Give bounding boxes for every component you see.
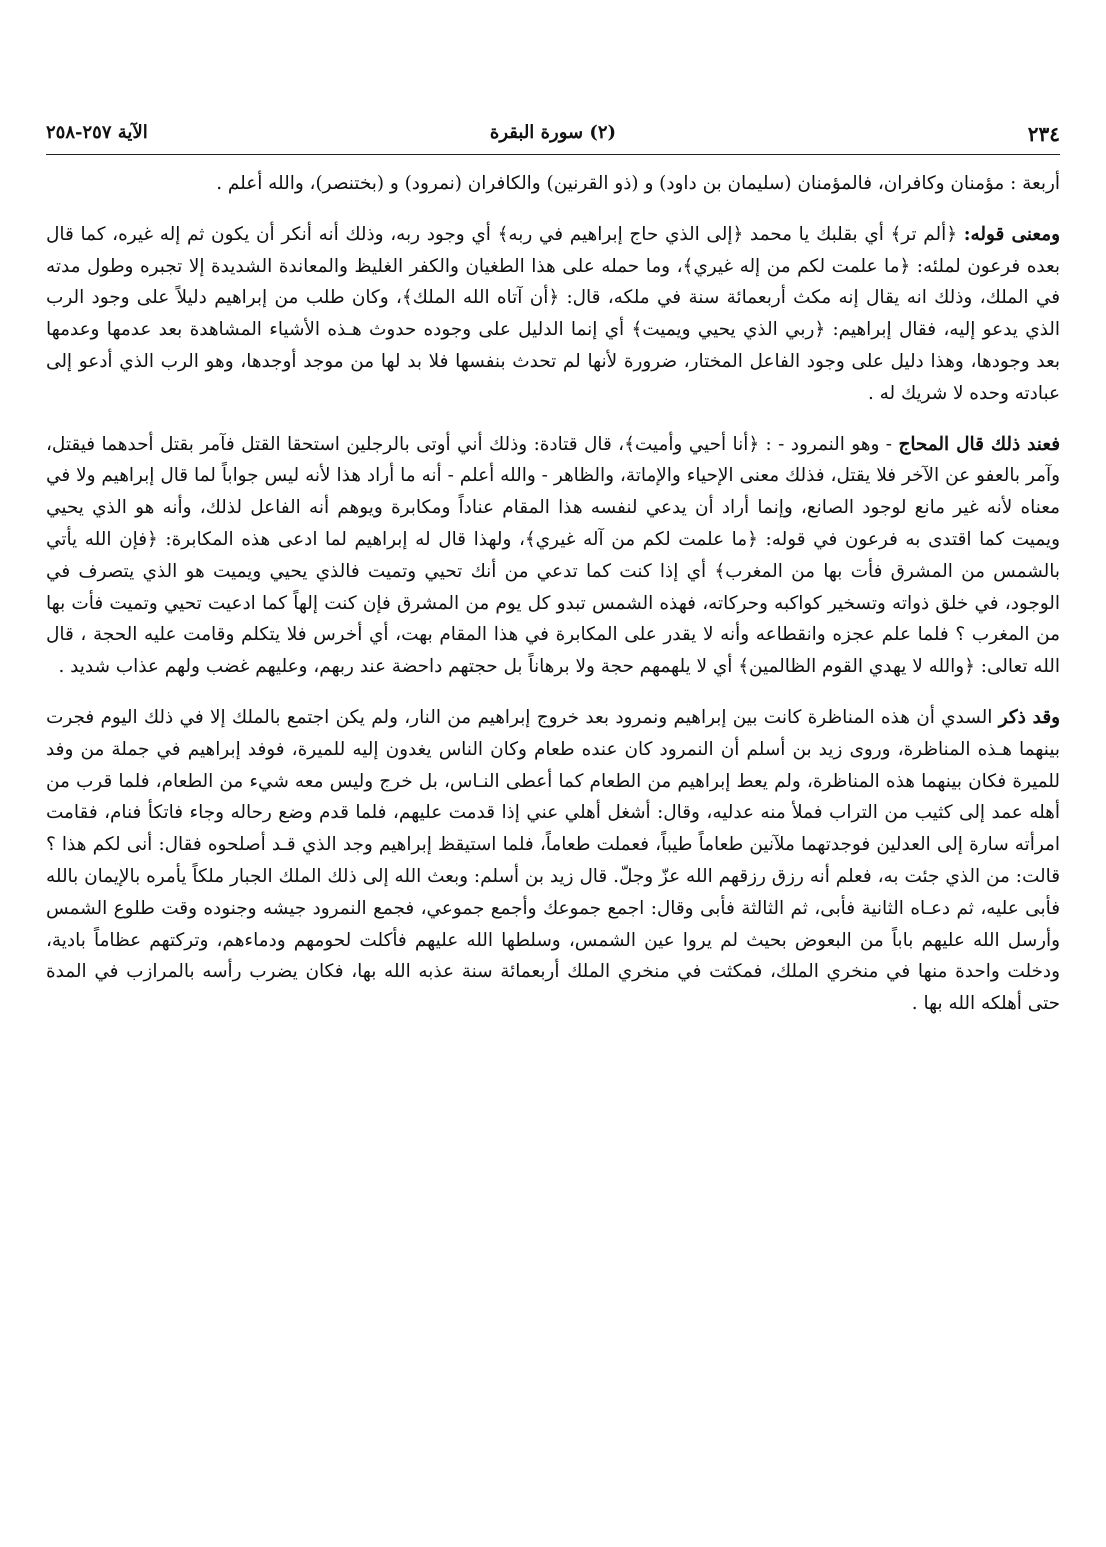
paragraph-text: ﴿ألم تر﴾ أي بقلبك يا محمد ﴿إلى الذي حاج إبراهيم في ربه﴾ أي وجود ربه، وذلك أنه أنكر أن يكون ثم إله غيره، كما قال بعده فرعون لملئه: ﴿ما علمت لكم من إله غيري﴾، وما حمله على هذا الطغيان والكفر الغليظ والمعاندة الشديدة إلا تجبره وطول مدته في الملك، وذلك انه يقال إنه مكث أربعمائة سنة في ملكه، قال: ﴿أن آتاه الله الملك﴾، وكان طلب من إبراهيم دليلاً على وجود الرب الذي يدعو إليه، فقال إبراهيم: ﴿ربي الذي يحيي ويميت﴾ أي إنما الدليل على وجوده حدوث هـذه الأشياء المشاهدة بعد عدمها وعدمها بعد وجودها، وهذا دليل على وجود الفاعل المختار، ضرورة لأنها لم تحدث بنفسها فلا بد لها من موجد أوجدها، وهو الرب الذي أدعو إلى عبادته وحده لا شريك له . bbox=[46, 223, 1060, 404]
paragraph-text: - وهو النمرود - : ﴿أنا أحيي وأميت﴾، قال قتادة: وذلك أني أوتى بالرجلين استحقا القتل فآمر بقتل أحدهما فيقتل، وآمر بالعفو عن الآخر فلا يقتل، فذلك معنى الإحياء والإماتة، والظاهر - والله أعلم - أنه ما أراد هذا لأنه ليس جواباً لما قال إبراهيم ولا في معناه لأنه غير مانع لوجود الصانع، وإنما أراد أن يدعي لنفسه هذا المقام عناداً ومكابرة ويوهم أنه الفاعل لذلك، وأنه هو الذي يحيي ويميت كما اقتدى به فرعون في قوله: ﴿ما علمت لكم من آله غيري﴾، ولهذا قال له إبراهيم لما ادعى هذه المكابرة: ﴿فإن الله يأتي بالشمس من المشرق فأت بها من المغرب﴾ أي إذا كنت كما تدعي من أنك تحيي وتميت فالذي يحيي ويميت هو الذي يتصرف في الوجود، في خلق ذواته وتسخير كواكبه وحركاته، فهذه الشمس تبدو كل يوم من المشرق فإن كنت إلهاً كما ادعيت تحيي وتميت فأت بها من المغرب ؟ فلما علم عجزه وانقطاعه وأنه لا يقدر على المكابرة في هذا المقام بهت، أي أخرس فلا يتكلم وقامت عليه الحجة ، قال الله تعالى: ﴿والله لا يهدي القوم الظالمين﴾ أي لا يلهمهم حجة ولا برهاناً بل حجتهم داحضة عند ربهم، وعليهم غضب ولهم عذاب شديد . bbox=[46, 433, 1060, 678]
paragraph-text: السدي أن هذه المناظرة كانت بين إبراهيم ونمرود بعد خروج إبراهيم من النار، ولم يكن اجتمع بالملك إلا في ذلك اليوم فجرت بينهما هـذه المناظرة، وروى زيد بن أسلم أن النمرود كان عنده طعام وكان الناس يغدون إليه للميرة، فوفد إبراهيم في جملة من وفد للميرة فكان بينهما هذه المناظرة، ولم يعط إبراهيم من الطعام كما أعطى النـاس، بل خرج وليس معه شيء من الطعام، فلما قرب من أهله عمد إلى كثيب من التراب فملأ منه عدليه، وقال: أشغل أهلي عني إذا قدمت عليهم، فلما قدم وضع رحاله وجاء فاتكأ فنام، فقامت امرأته سارة إلى العدلين فوجدتهما ملآنين طعاماً طيباً، فعملت طعاماً، فلما استيقظ إبراهيم وجد الذي قـد أصلحوه فقال: أنى لكم هذا ؟ قالت: من الذي جئت به، فعلم أنه رزق رزقهم الله عزّ وجلّ. قال زيد بن أسلم: وبعث الله إلى ذلك الملك الجبار ملكاً يأمره بالإيمان بالله فأبى عليه، ثم دعـاه الثانية فأبى، ثم الثالثة فأبى وقال: اجمع جموعك وأجمع جموعي، فجمع النمرود جيشه وجنوده وقت طلوع الشمس وأرسل الله عليهم باباً من البعوض بحيث لم يروا عين الشمس، وسلطها الله عليهم فأكلت لحومهم ودماءهم، وتركتهم عظاماً بادية، ودخلت واحدة منها في منخري الملك، فمكثت في منخري الملك أربعمائة سنة عذبه الله بها، فكان يضرب رأسه بالمرازب في المدة حتى أهلكه الله بها . bbox=[46, 706, 1061, 1015]
page-body bbox=[46, 168, 1060, 1039]
paragraph bbox=[46, 168, 1060, 200]
paragraph bbox=[46, 429, 1060, 683]
paragraph-lead: ومعنى قوله: bbox=[963, 223, 1060, 245]
paragraph-lead: وقد ذكر bbox=[998, 706, 1060, 728]
paragraph bbox=[46, 702, 1060, 1020]
sura-title: (٢) سورة البقرة bbox=[489, 122, 617, 143]
paragraph-text: أربعة : مؤمنان وكافران، فالمؤمنان (سليمان بن داود) و (ذو القرنين) والكافران (نمرود) و (بختنصر)، والله أعلم . bbox=[216, 173, 1060, 194]
paragraph bbox=[46, 219, 1060, 410]
paragraph-lead: فعند ذلك قال المحاج bbox=[898, 433, 1060, 455]
page-header bbox=[46, 118, 1060, 155]
page-number: ٢٣٤ bbox=[1027, 122, 1060, 146]
verse-range: الآية ٢٥٧-٢٥٨ bbox=[46, 122, 148, 143]
book-page bbox=[46, 0, 1060, 1547]
